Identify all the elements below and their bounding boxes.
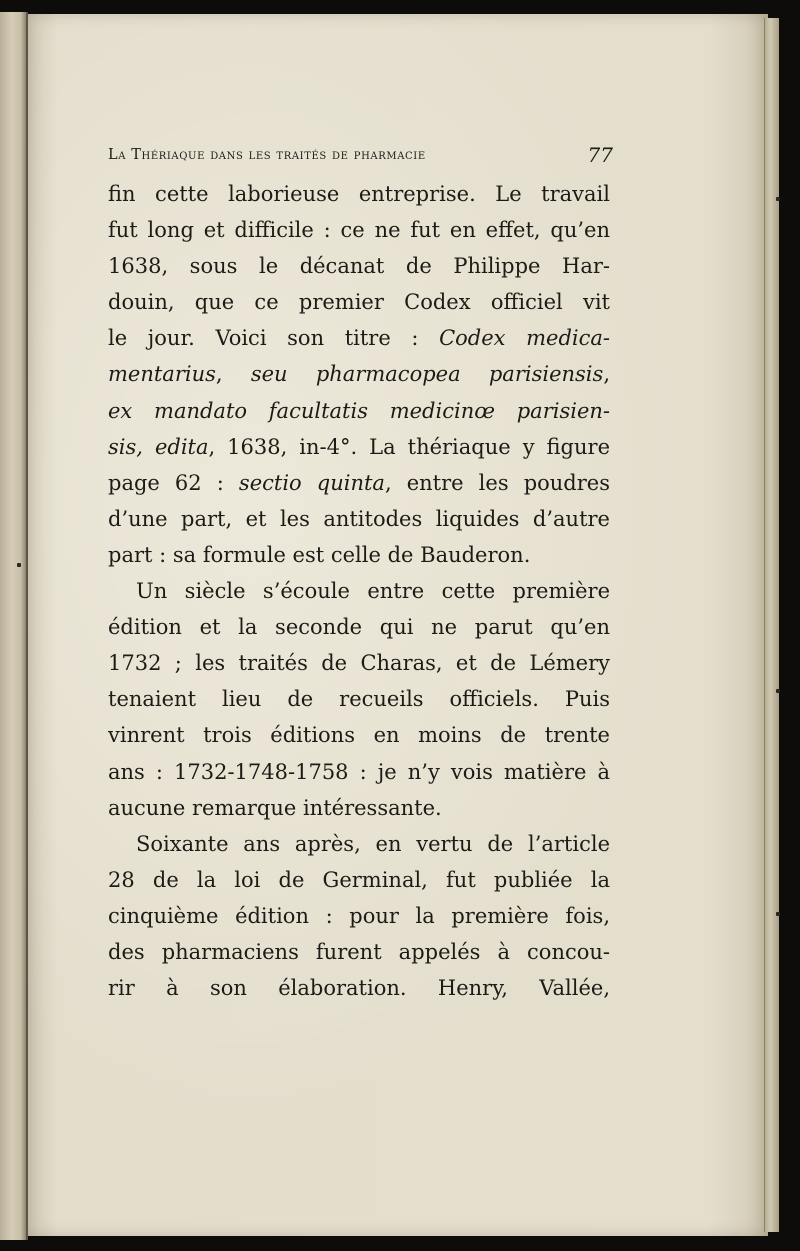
text-segment: ans : 1732-1748-1758 : je n’y vois matière à bbox=[108, 759, 610, 784]
text-line bbox=[108, 393, 610, 429]
text-line bbox=[108, 862, 610, 898]
text-line bbox=[108, 898, 610, 934]
text-line bbox=[108, 320, 610, 356]
binding-mark bbox=[776, 197, 780, 201]
italic-text: Codex medica- bbox=[439, 326, 610, 351]
text-segment: 1732 ; les traités de Charas, et de Lémery bbox=[108, 651, 610, 676]
text-line bbox=[108, 790, 610, 826]
text-line bbox=[108, 465, 610, 501]
text-segment: Un siècle s’écoule entre cette première bbox=[136, 579, 610, 604]
text-line bbox=[108, 826, 610, 862]
text-segment: fut long et difficile : ce ne fut en effet, qu’en bbox=[108, 218, 610, 243]
text-line bbox=[108, 176, 610, 212]
text-line bbox=[108, 934, 610, 970]
text-segment: fin cette laborieuse entreprise. Le travail bbox=[108, 182, 610, 206]
text-segment: page 62 : bbox=[108, 470, 239, 495]
text-segment: douin, que ce premier Codex officiel vit bbox=[108, 290, 610, 315]
text-segment: rir à son élaboration. Henry, Vallée, bbox=[108, 976, 610, 1001]
text-line bbox=[108, 248, 610, 284]
text-line bbox=[108, 429, 610, 465]
text-line bbox=[108, 754, 610, 790]
binding-mark bbox=[776, 912, 780, 916]
text-line bbox=[108, 681, 610, 717]
text-segment: , bbox=[603, 362, 610, 387]
text-line bbox=[108, 970, 610, 1006]
italic-text: ex mandato facultatis medicinœ parisien- bbox=[108, 398, 610, 423]
body-text bbox=[108, 176, 610, 1006]
text-segment: , entre les poudres bbox=[384, 470, 610, 495]
text-segment: , bbox=[215, 362, 251, 387]
text-line bbox=[108, 609, 610, 645]
text-line bbox=[108, 501, 610, 537]
text-line bbox=[108, 212, 610, 248]
binding-mark bbox=[17, 563, 21, 567]
running-head: La Thériaque dans les traités de pharmacie bbox=[108, 147, 426, 163]
text-line bbox=[108, 573, 610, 609]
italic-text: seu pharmacopea parisiensis bbox=[250, 362, 604, 387]
text-segment: édition et la seconde qui ne parut qu’en bbox=[108, 615, 610, 640]
text-segment: part : sa formule est celle de Bauderon. bbox=[108, 542, 531, 567]
text-segment: vinrent trois éditions en moins de trente bbox=[108, 723, 610, 748]
text-segment: le jour. Voici son titre : bbox=[108, 326, 440, 351]
text-segment: tenaient lieu de recueils officiels. Puis bbox=[108, 687, 610, 712]
page-number: 77 bbox=[587, 143, 613, 167]
text-segment: , 1638, in-4°. La thériaque y figure bbox=[208, 434, 610, 459]
page-header bbox=[108, 143, 613, 173]
text-line bbox=[108, 717, 610, 753]
text-line bbox=[108, 356, 610, 392]
italic-text: mentarius bbox=[108, 362, 216, 387]
text-segment: 28 de la loi de Germinal, fut publiée la bbox=[108, 867, 610, 892]
text-line bbox=[108, 284, 610, 320]
text-line bbox=[108, 645, 610, 681]
text-segment: 1638, sous le décanat de Philippe Har- bbox=[108, 254, 610, 279]
binding-mark bbox=[776, 689, 780, 693]
previous-page-edge bbox=[0, 12, 28, 1240]
text-segment: cinquième édition : pour la première fois, bbox=[108, 903, 610, 928]
italic-text: sectio quinta bbox=[238, 470, 385, 495]
italic-text: sis, edita bbox=[108, 434, 209, 459]
text-segment: aucune remarque intéressante. bbox=[108, 795, 442, 820]
text-segment: Soixante ans après, en vertu de l’article bbox=[136, 831, 610, 856]
text-segment: des pharmaciens furent appelés à concou- bbox=[108, 939, 610, 964]
text-segment: d’une part, et les antitodes liquides d’autre bbox=[108, 506, 610, 531]
text-line bbox=[108, 537, 610, 573]
